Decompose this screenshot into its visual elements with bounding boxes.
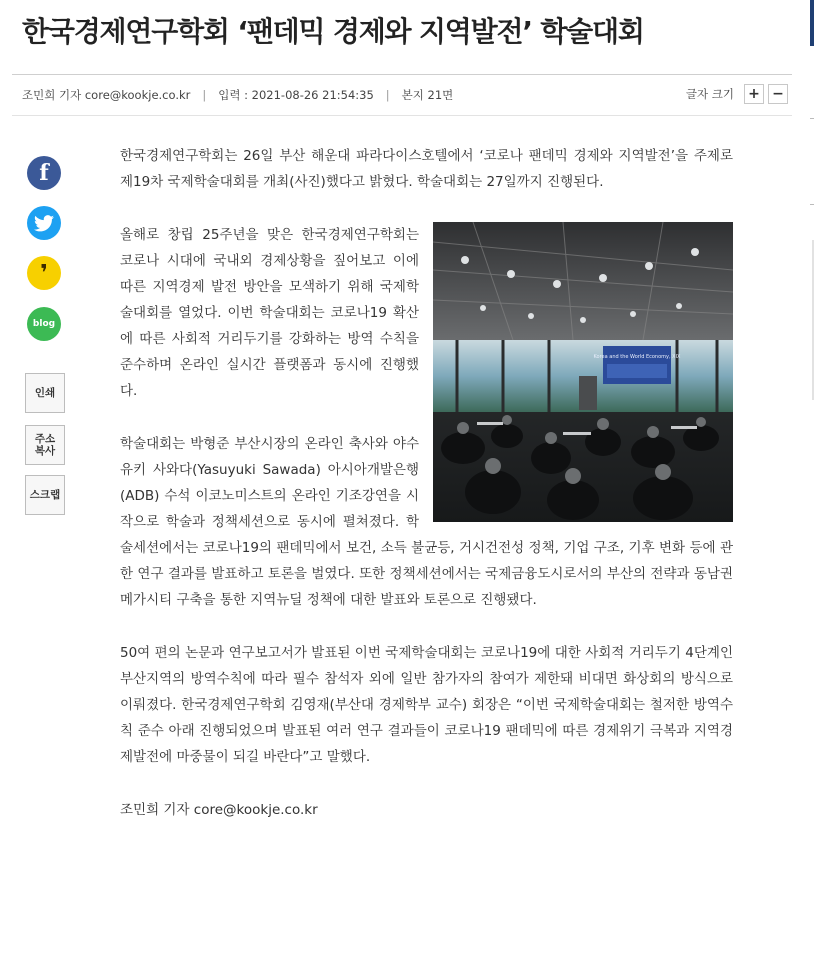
- kakaostory-icon: ❜: [40, 260, 48, 286]
- twitter-share-button[interactable]: [27, 206, 61, 240]
- right-rail-divider: [810, 204, 814, 205]
- twitter-bird-icon: [34, 215, 54, 232]
- published-time: 입력 : 2021-08-26 21:54:35: [218, 88, 374, 102]
- conference-photo: [433, 222, 733, 522]
- article-paragraph: 올해로 창립 25주년을 맞은 한국경제연구학회는 코로나 시대에 국내외 경제상황을 짚어보고 이에 따른 지역경제 발전 방안을 모색하기 위해 국제학술대회를 열었다. 이번 학술대회는 코로나19 확산에 따른 사회적 거리두기를 강화하는 방역 수칙을 준수하며 온라인 실시간 플랫폼과 동시에 진행했다.: [120, 227, 419, 399]
- stage-screen-text: Korea and the World Economy, XIX: [593, 354, 681, 360]
- print-button[interactable]: [25, 373, 65, 413]
- font-increase-button[interactable]: +: [744, 84, 764, 104]
- article-signature: 조민희 기자 core@kookje.co.kr: [120, 802, 318, 818]
- right-rail-divider: [810, 118, 814, 119]
- right-rail-bar: [810, 0, 814, 46]
- meta-divider: |: [202, 88, 207, 102]
- article-body: [120, 143, 733, 850]
- blog-share-button[interactable]: [27, 307, 61, 341]
- article-meta: [22, 87, 453, 103]
- scrap-label: 스크랩: [29, 489, 61, 501]
- article-headline: 한국경제연구학회 ‘팬데믹 경제와 지역발전’ 학술대회: [22, 15, 644, 48]
- font-size-label: 글자 크기: [685, 87, 734, 101]
- scrap-button[interactable]: [25, 475, 65, 515]
- article-paragraph: 한국경제연구학회는 26일 부산 해운대 파라다이스호텔에서 ‘코로나 팬데믹 경제와 지역발전’을 주제로 제19차 국제학술대회를 개최(사진)했다고 밝혔다. 학술대회는 27일까지 진행된다.: [120, 148, 733, 190]
- edition-info: 본지 21면: [401, 88, 454, 102]
- blog-icon: blog: [32, 319, 56, 329]
- print-label: 인쇄: [34, 387, 56, 399]
- facebook-share-button[interactable]: [27, 156, 61, 190]
- kakaostory-share-button[interactable]: [27, 256, 61, 290]
- article-paragraph: 50여 편의 논문과 연구보고서가 발표된 이번 국제학술대회는 코로나19에 대한 사회적 거리두기 4단계인 부산지역의 방역수칙에 따라 필수 참석자 외에 일반 참가자의 참여가 제한돼 비대면 화상회의 방식으로 이뤄졌다. 한국경제연구학회 김영재(부산대 경제학부 교수) 회장은 “이번 국제학술대회는 철저한 방역수칙 준수 아래 진행되었으며 발표된 여러 연구 결과들이 코로나19 팬데믹에 따른 경제위기 극복과 지역경제발전에 마중물이 되길 바란다”고 말했다.: [120, 645, 733, 765]
- meta-top-rule: [12, 74, 792, 75]
- copy-url-label-line1: 주소: [34, 433, 56, 445]
- copy-url-button[interactable]: [25, 425, 65, 465]
- meta-divider: |: [385, 88, 390, 102]
- copy-url-label-line2: 복사: [34, 445, 56, 457]
- facebook-icon: f: [39, 160, 49, 186]
- byline: 조민희 기자 core@kookje.co.kr: [22, 88, 191, 102]
- meta-bottom-rule: [12, 115, 792, 116]
- conference-photo-illustration: [433, 222, 733, 522]
- article-paragraph: 학술대회는 박형준 부산시장의 온라인 축사와 야수유키 사와다(Yasuyuki Sawada) 아시아개발은행(ADB) 수석 이코노미스트의 온라인 기조강연을 시작으로 학술과 정책세션으로 동시에 펼쳐졌다. 학술세션에서는 코로나19의 팬데믹에서 보건, 소득 불균등, 거시건전성 정책, 기업 구조, 기후 변화 등에 관한 연구 결과를 발표하고 토론을 벌였다. 또한 정책세션에서는 국제금융도시로서의 부산의 전략과 동남권 메가시티 구축을 통한 지역뉴딜 정책에 대한 발표와 토론으로 진행됐다.: [120, 436, 733, 608]
- font-decrease-button[interactable]: −: [768, 84, 788, 104]
- font-size-control: [686, 84, 788, 104]
